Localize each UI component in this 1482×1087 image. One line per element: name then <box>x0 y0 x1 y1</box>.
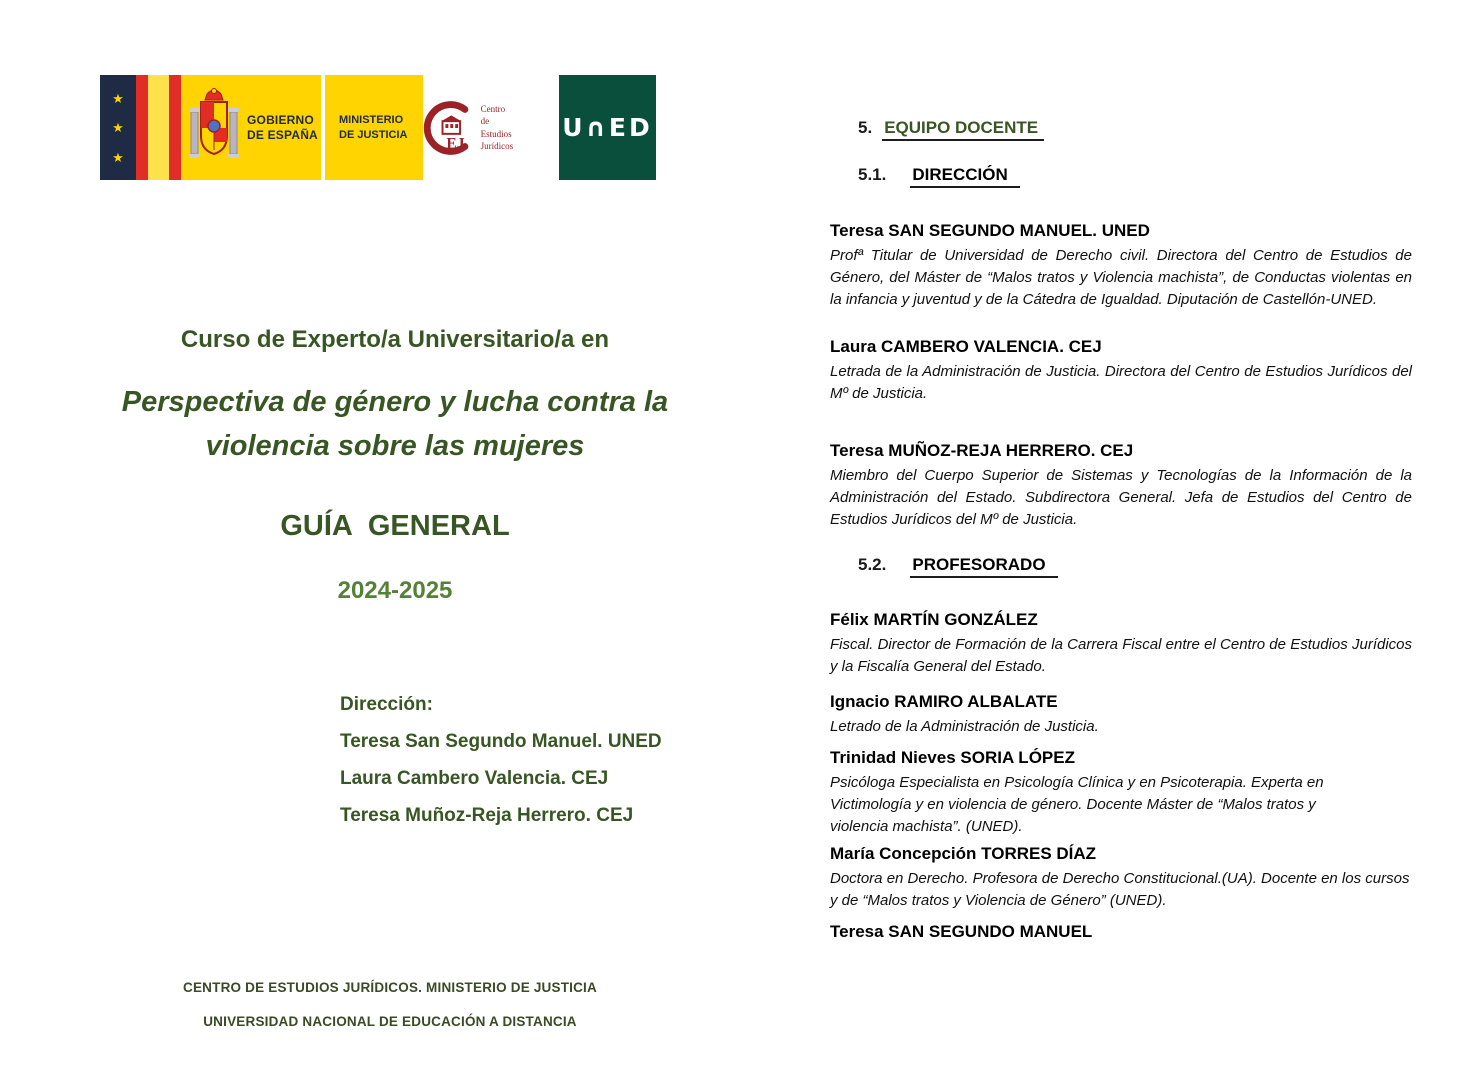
cej-logo <box>423 75 515 180</box>
gobierno-espana-logo <box>100 75 321 180</box>
ministerio-label <box>339 113 407 142</box>
cej-label <box>481 103 515 152</box>
cover-footer-line1: CENTRO DE ESTUDIOS JURÍDICOS. MINISTERIO DE JUSTICIA <box>183 980 597 995</box>
flag-stripe-red <box>136 75 148 180</box>
person-entry <box>830 337 1412 405</box>
edition-years: 2024-2025 <box>337 577 453 604</box>
gobierno-line1: GOBIERNO <box>247 112 314 127</box>
person-name: Laura CAMBERO VALENCIA. CEJ <box>830 337 1102 356</box>
gobierno-line2: DE ESPAÑA <box>247 127 318 142</box>
ministerio-justicia-logo <box>325 75 423 180</box>
gobierno-label <box>247 113 318 143</box>
course-main-title <box>0 380 790 468</box>
person-bio: Letrado de la Administración de Justicia. <box>830 718 1099 735</box>
subsection-title: DIRECCIÓN <box>910 165 1019 188</box>
direction-name: Teresa Muñoz-Reja Herrero. CEJ <box>340 805 634 826</box>
subsection-number: 5.2. <box>858 555 887 574</box>
section-heading-equipo-docente <box>830 118 1412 141</box>
star-icon: ★ <box>112 90 124 106</box>
course-type-title: Curso de Experto/a Universitario/a en <box>180 326 610 353</box>
flag-stars-column <box>100 75 136 180</box>
star-icon: ★ <box>112 149 124 165</box>
institutional-logo-strip <box>100 75 656 180</box>
uned-logo <box>559 75 656 180</box>
person-entry <box>830 221 1412 311</box>
svg-text:EJ: EJ <box>446 134 465 152</box>
person-entry <box>830 610 1412 678</box>
cej-line1: Centro de <box>480 104 506 127</box>
star-icon: ★ <box>112 120 124 135</box>
flag-stripe-yellow <box>148 75 169 180</box>
direction-block <box>340 686 662 834</box>
person-bio: Psicóloga Especialista en Psicología Clínica y en Psicoterapia. Experta en Victimología y en violencia de género. Docente Máster de “Malos tratos y violencia machista”. (UNED). <box>830 774 1324 835</box>
person-name: Trinidad Nieves SORIA LÓPEZ <box>830 748 1075 767</box>
direction-label: Dirección: <box>340 694 433 715</box>
course-title-line2: violencia sobre las mujeres <box>205 430 585 462</box>
person-entry <box>830 844 1412 912</box>
cej-emblem-icon <box>423 97 478 159</box>
section-number: 5. <box>858 118 873 137</box>
cover-footer-line2: UNIVERSIDAD NACIONAL DE EDUCACIÓN A DISTANCIA <box>203 1014 577 1029</box>
direction-name: Teresa San Segundo Manuel. UNED <box>340 731 662 752</box>
ministerio-line2: DE JUSTICIA <box>339 128 408 141</box>
person-bio: Doctora en Derecho. Profesora de Derecho Constitucional.(UA). Docente en los cursos y de “Malos tratos y Violencia de Género” (UNED). <box>830 870 1410 909</box>
spain-coat-of-arms-icon <box>185 86 243 170</box>
subsection-heading-profesorado <box>830 555 1412 578</box>
person-name: Teresa SAN SEGUNDO MANUEL. UNED <box>830 221 1150 240</box>
subsection-heading-direccion <box>830 165 1412 188</box>
page-right-content <box>830 118 1412 946</box>
ministerio-line1: MINISTERIO <box>339 114 404 127</box>
person-bio: Letrada de la Administración de Justicia. Directora del Centro de Estudios Jurídicos del Mº de Justicia. <box>830 363 1412 402</box>
logo-gap <box>515 75 559 180</box>
person-entry <box>830 692 1412 738</box>
person-name: Teresa SAN SEGUNDO MANUEL <box>830 922 1093 941</box>
subsection-number: 5.1. <box>858 165 887 184</box>
person-name: Teresa MUÑOZ-REJA HERRERO. CEJ <box>830 441 1134 460</box>
section-title: EQUIPO DOCENTE <box>882 118 1044 141</box>
flag-stripe-red <box>169 75 181 180</box>
uned-label: U∩ED <box>562 113 653 142</box>
person-entry <box>830 748 1412 838</box>
person-bio: Fiscal. Director de Formación de la Carrera Fiscal entre el Centro de Estudios Jurídicos y la Fiscalía General del Estado. <box>830 636 1412 675</box>
person-name: María Concepción TORRES DÍAZ <box>830 844 1097 863</box>
gobierno-label-area <box>181 75 321 180</box>
person-bio: Miembro del Cuerpo Superior de Sistemas y Tecnologías de la Información de la Administración del Estado. Subdirectora General. Jefa de Estudios del Centro de Estudios Jurídicos del Mº de Justicia. <box>830 467 1412 528</box>
cej-line2: Estudios <box>480 128 512 139</box>
person-bio: Profª Titular de Universidad de Derecho civil. Directora del Centro de Estudios de Género, del Máster de “Malos tratos y Violencia machista”, de Conductas violentas en la infancia y juventud y de la Cátedra de Igualdad. Diputación de Castellón-UNED. <box>830 247 1412 308</box>
subsection-title: PROFESORADO <box>910 555 1057 578</box>
direction-name: Laura Cambero Valencia. CEJ <box>340 768 609 789</box>
cej-line3: Jurídicos <box>480 140 514 151</box>
person-entry <box>830 441 1412 531</box>
person-name: Ignacio RAMIRO ALBALATE <box>830 692 1058 711</box>
guide-title: GUÍA GENERAL <box>280 510 510 542</box>
person-entry <box>830 922 1412 942</box>
course-title-line1: Perspectiva de género y lucha contra la <box>121 386 669 418</box>
person-name: Félix MARTÍN GONZÁLEZ <box>830 610 1038 629</box>
